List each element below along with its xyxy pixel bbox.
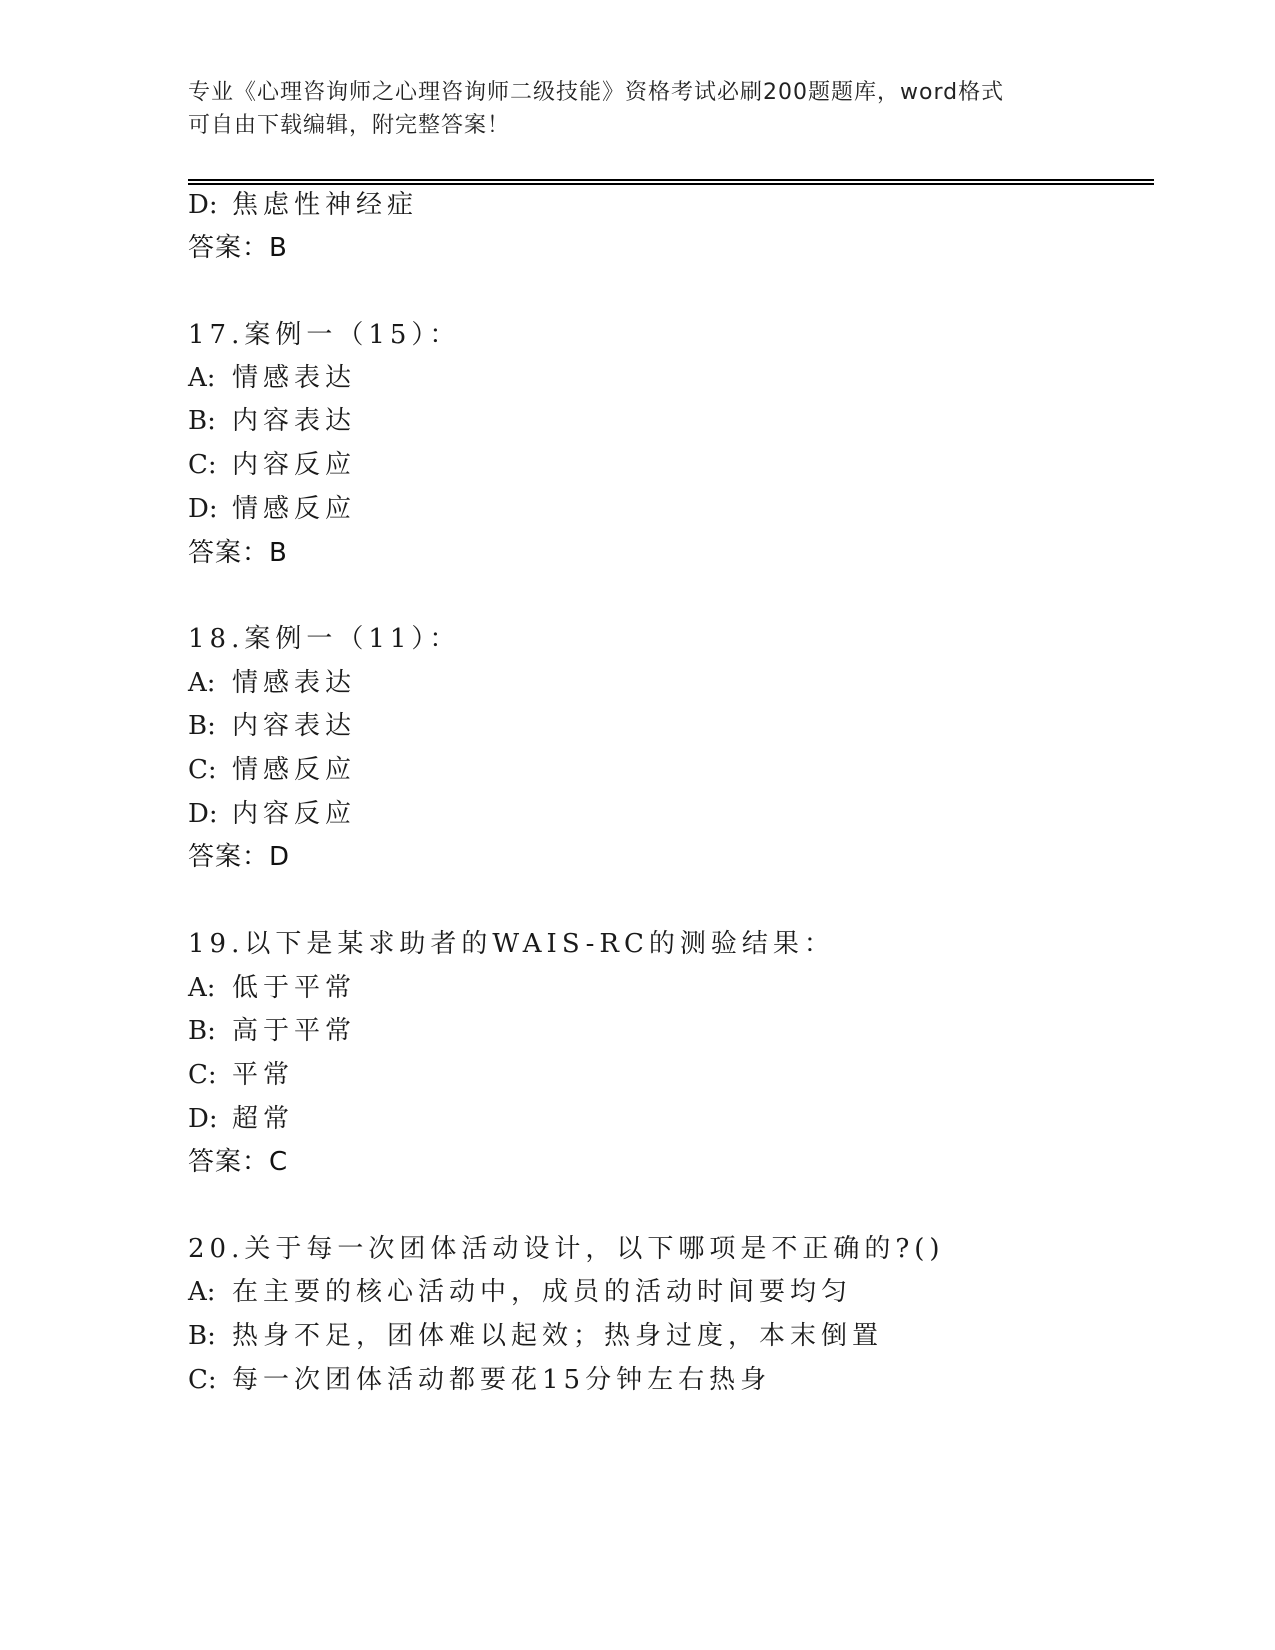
option-label: A: [188, 1277, 216, 1307]
option-text: 内容反应 [232, 799, 357, 829]
q20-title: 20.关于每一次团体活动设计，以下哪项是不正确的?() [188, 1234, 945, 1264]
header-line-2: 可自由下载编辑，附完整答案！ [188, 113, 511, 138]
option-label: D: [188, 494, 218, 524]
q18-option-d [188, 799, 356, 829]
option-text: 低于平常 [232, 973, 357, 1003]
q17-option-b [188, 406, 356, 436]
header-line-1: 专业《心理咨询师之心理咨询师二级技能》资格考试必刷200题题库，word格式 [188, 80, 1005, 105]
option-label: D: [188, 799, 218, 829]
option-label: A: [188, 668, 216, 698]
option-text: 情感表达 [232, 363, 357, 393]
q17-option-a [188, 363, 356, 393]
q20-option-a [188, 1277, 852, 1307]
q17-answer: 答案：B [188, 538, 288, 568]
option-label: C: [188, 450, 217, 480]
q17-title: 17.案例一（15）： [188, 320, 461, 350]
option-label: C: [188, 755, 217, 785]
q19-answer: 答案：C [188, 1147, 289, 1177]
q19-option-d [188, 1104, 294, 1134]
option-text: 内容反应 [232, 450, 357, 480]
option-text: 在主要的核心活动中，成员的活动时间要均匀 [232, 1277, 853, 1307]
q20-option-c [188, 1365, 771, 1395]
option-label: B: [188, 1016, 216, 1046]
q19-option-b [188, 1016, 356, 1046]
option-label: B: [188, 1321, 216, 1351]
q16-answer: 答案：B [188, 233, 288, 263]
q20-option-b [188, 1321, 883, 1351]
option-label: D: [188, 1104, 218, 1134]
q19-option-a [188, 973, 356, 1003]
option-text: 情感表达 [232, 668, 357, 698]
q19-option-c [188, 1060, 294, 1090]
option-label: B: [188, 711, 216, 741]
q18-answer: 答案：D [188, 842, 291, 872]
option-label: B: [188, 406, 216, 436]
option-label: A: [188, 363, 216, 393]
option-label: A: [188, 973, 216, 1003]
q17-option-d [188, 494, 356, 524]
q16-option-d [188, 190, 418, 220]
q19-title: 19.以下是某求助者的WAIS-RC的测验结果： [188, 929, 835, 959]
option-label: C: [188, 1060, 217, 1090]
option-text: 内容表达 [232, 711, 357, 741]
option-text: 焦虑性神经症 [232, 190, 419, 220]
option-text: 内容表达 [232, 406, 357, 436]
q18-option-b [188, 711, 356, 741]
page-header [188, 76, 1088, 142]
q17-option-c [188, 450, 356, 480]
header-rule-bottom [188, 183, 1154, 185]
q18-option-c [188, 755, 356, 785]
option-text: 情感反应 [232, 755, 357, 785]
option-text: 超常 [232, 1104, 295, 1134]
q18-option-a [188, 668, 356, 698]
option-text: 高于平常 [232, 1016, 357, 1046]
option-text: 平常 [232, 1060, 295, 1090]
option-text: 每一次团体活动都要花15分钟左右热身 [232, 1365, 772, 1395]
option-label: C: [188, 1365, 217, 1395]
header-rule-top [188, 179, 1154, 181]
option-text: 情感反应 [232, 494, 357, 524]
option-label: D: [188, 190, 218, 220]
q18-title: 18.案例一（11）： [188, 624, 461, 654]
option-text: 热身不足，团体难以起效；热身过度，本末倒置 [232, 1321, 884, 1351]
